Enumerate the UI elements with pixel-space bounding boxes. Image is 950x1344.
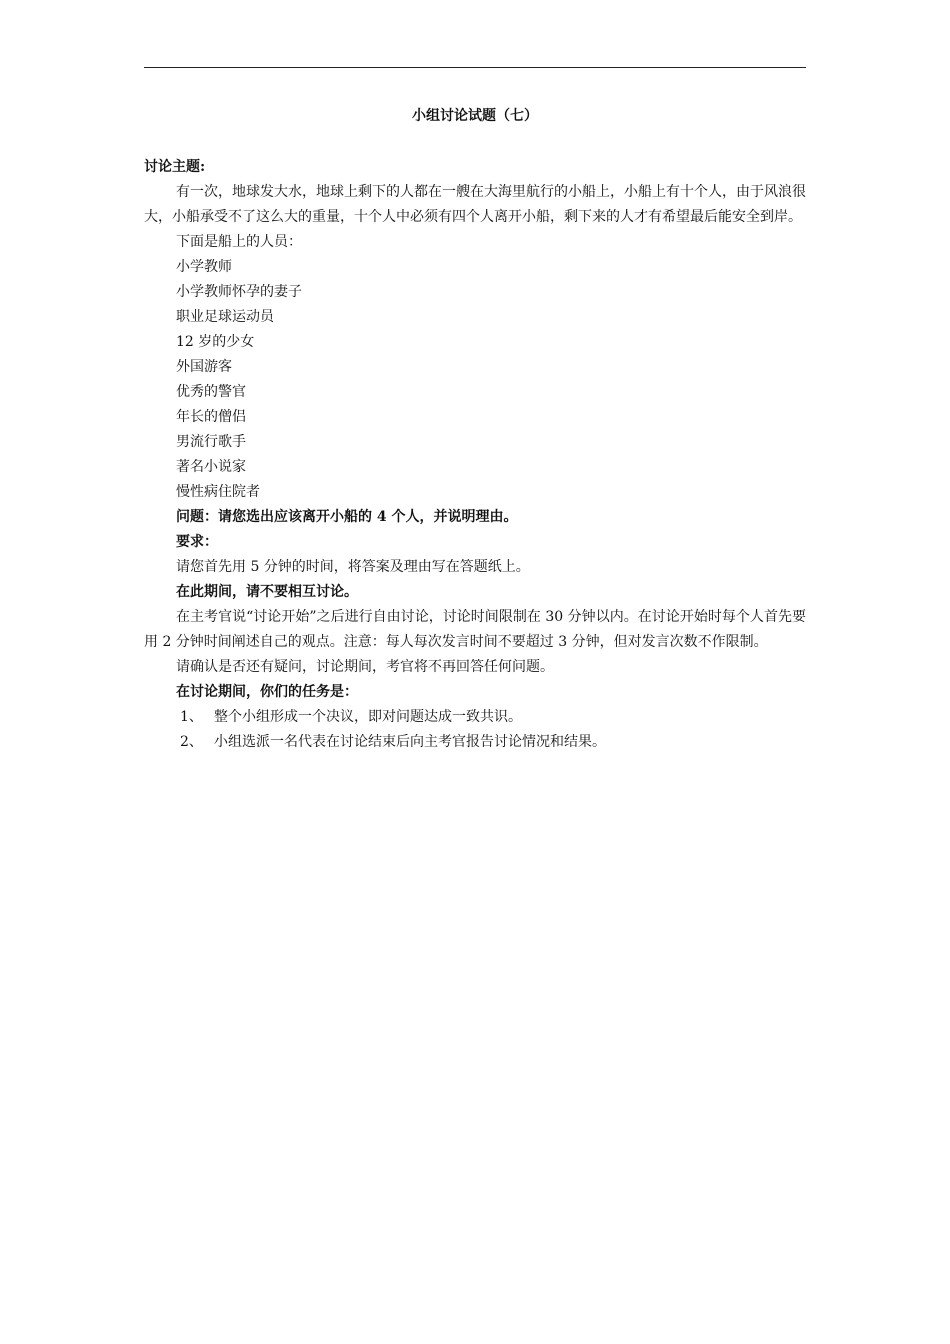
- crew-item: 慢性病住院者: [176, 484, 260, 500]
- crew-item: 男流行歌手: [176, 434, 246, 450]
- header-rule: [144, 67, 806, 68]
- crew-item: 著名小说家: [176, 459, 246, 475]
- requirement-text: 请您首先用 5 分钟的时间，将答案及理由写在答题纸上。: [176, 559, 530, 575]
- topic-heading: 讨论主题:: [144, 159, 206, 175]
- tasks-heading: 在讨论期间，你们的任务是：: [176, 684, 358, 700]
- question-text: 问题：请您选出应该离开小船的 4 个人，并说明理由。: [176, 509, 518, 525]
- crew-intro: 下面是船上的人员：: [176, 234, 302, 250]
- crew-item: 12 岁的少女: [176, 334, 255, 350]
- task-text: 整个小组形成一个决议，即对问题达成一致共识。: [214, 709, 522, 725]
- task-item: [144, 705, 806, 730]
- document-title: 小组讨论试题（七）: [412, 108, 538, 124]
- crew-list: [144, 255, 806, 505]
- crew-item: 小学教师: [176, 259, 232, 275]
- task-list: [144, 705, 806, 755]
- discussion-rules: 在主考官说“讨论开始”之后进行自由讨论，讨论时间限制在 30 分钟以内。在讨论开始时每个人首先要用 2 分钟时间阐述自己的观点。注意：每人每次发言时间不要超过 3 分钟，但对发言次数不作限制。: [144, 609, 806, 650]
- crew-item: 外国游客: [176, 359, 232, 375]
- no-discussion-notice: 在此期间，请不要相互讨论。: [176, 584, 358, 600]
- task-text: 小组选派一名代表在讨论结束后向主考官报告讨论情况和结果。: [214, 734, 606, 750]
- task-item: [144, 730, 806, 755]
- crew-item: 职业足球运动员: [176, 309, 274, 325]
- task-number: 1、: [180, 709, 203, 725]
- confirm-text: 请确认是否还有疑问，讨论期间，考官将不再回答任何问题。: [176, 659, 554, 675]
- crew-item: 优秀的警官: [176, 384, 246, 400]
- task-number: 2、: [180, 734, 203, 750]
- crew-item: 小学教师怀孕的妻子: [176, 284, 302, 300]
- crew-item: 年长的僧侣: [176, 409, 246, 425]
- document-body: [144, 104, 806, 755]
- requirements-heading: 要求：: [176, 534, 218, 550]
- scenario-paragraph: 有一次，地球发大水，地球上剩下的人都在一艘在大海里航行的小船上，小船上有十个人，由于风浪很大，小船承受不了这么大的重量，十个人中必须有四个人离开小船，剩下来的人才有希望最后能安全到岸。: [144, 184, 806, 225]
